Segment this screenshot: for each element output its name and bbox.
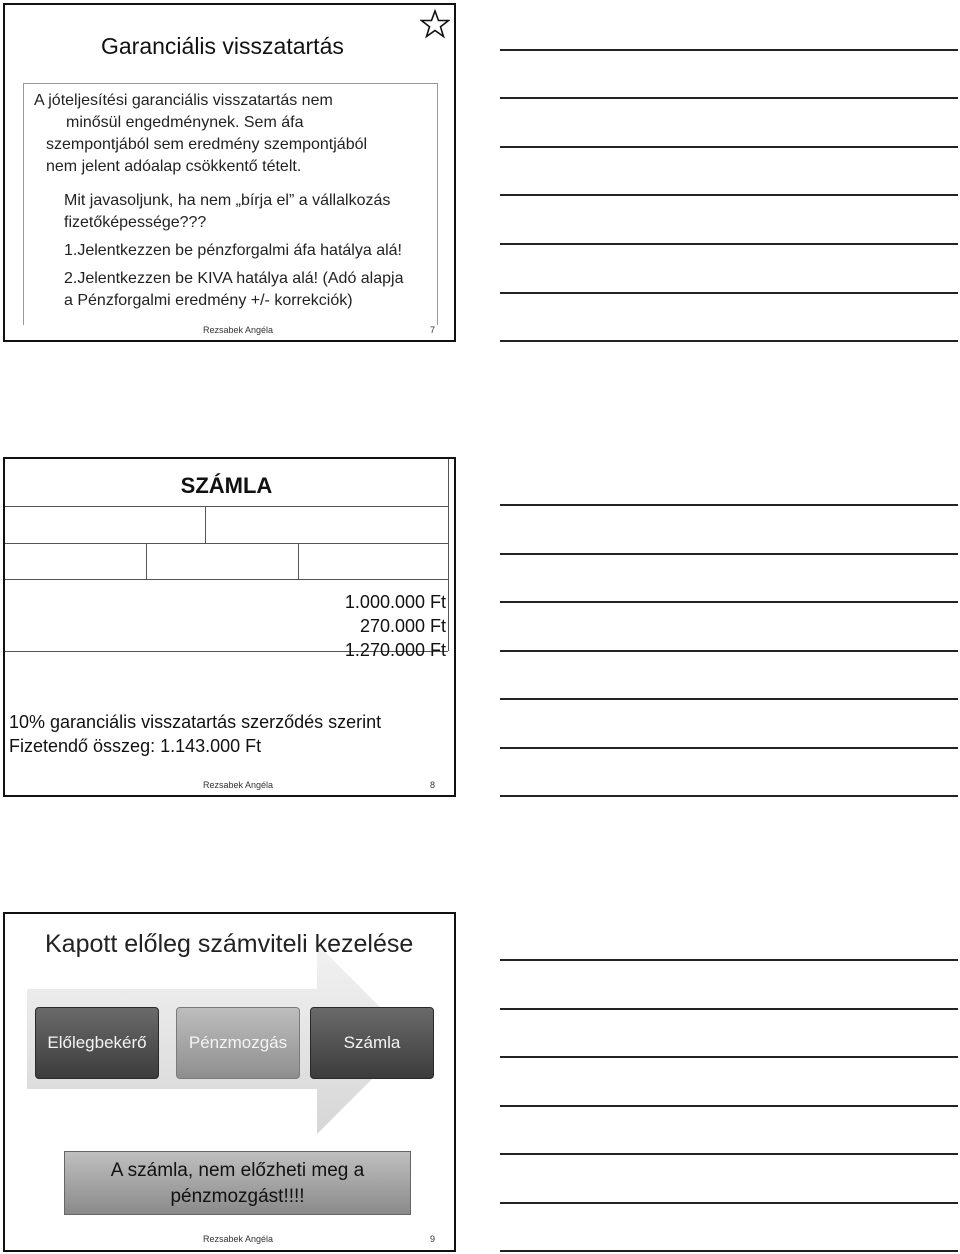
note-line-rule <box>500 194 958 196</box>
footer-author: Rezsabek Angéla <box>203 780 274 790</box>
gross-amount: 1.270.000 Ft <box>344 640 446 660</box>
note-line-rule <box>500 1008 958 1010</box>
slide-title: Garanciális visszatartás <box>101 33 344 59</box>
stage-invoice: Számla <box>310 1007 434 1079</box>
body-text-line: A jóteljesítési garanciális visszatartás nem <box>34 92 333 109</box>
grid-line <box>205 506 206 544</box>
star-icon <box>420 9 450 39</box>
warning-note <box>64 1151 411 1215</box>
vat-amount: 270.000 Ft <box>359 616 446 636</box>
note-line-rule <box>500 97 958 99</box>
footer-author: Rezsabek Angéla <box>203 1234 274 1244</box>
note-line-rule <box>500 292 958 294</box>
note-line-rule <box>500 959 958 961</box>
note-line-rule <box>500 698 958 700</box>
payable-text: Fizetendő összeg: 1.143.000 Ft <box>9 736 262 756</box>
slide-8 <box>3 457 456 797</box>
note-line: A számla, nem előzheti meg a <box>110 1160 365 1181</box>
note-line-rule <box>500 650 958 652</box>
note-line-rule <box>500 747 958 749</box>
note-line: pénzmozgást!!!! <box>170 1186 305 1207</box>
slide-number: 8 <box>430 780 436 790</box>
body-text-line: fizetőképessége??? <box>64 214 207 231</box>
grid-line <box>5 579 448 580</box>
grid-line <box>448 459 449 651</box>
numbered-item: a Pénzforgalmi eredmény +/- korrekciók) <box>64 292 353 309</box>
body-text-line: szempontjából sem eredmény szempontjából <box>46 136 368 153</box>
invoice-title: SZÁMLA <box>180 473 273 498</box>
body-text-line: minősül engedménynek. Sem áfa <box>66 114 304 131</box>
slide-number: 9 <box>430 1234 436 1244</box>
note-line-rule <box>500 49 958 51</box>
grid-line <box>146 543 147 579</box>
body-text-line: Mit javasoljunk, ha nem „bírja el” a vállalkozás <box>64 192 391 209</box>
grid-line <box>5 543 448 544</box>
note-line-rule <box>500 1105 958 1107</box>
slide-title: Kapott előleg számviteli kezelése <box>45 930 414 958</box>
footer-author: Rezsabek Angéla <box>203 325 274 335</box>
grid-line <box>298 543 299 579</box>
body-text-line: nem jelent adóalap csökkentő tételt. <box>46 158 302 175</box>
note-line-rule <box>500 553 958 555</box>
note-line-rule <box>500 795 958 797</box>
net-amount: 1.000.000 Ft <box>344 592 446 612</box>
note-line-rule <box>500 1250 958 1252</box>
note-line-rule <box>500 1202 958 1204</box>
note-line-rule <box>500 1056 958 1058</box>
stage-payment: Pénzmozgás <box>176 1007 300 1079</box>
numbered-item: 1.Jelentkezzen be pénzforgalmi áfa hatálya alá! <box>64 242 402 259</box>
note-line-rule <box>500 146 958 148</box>
retention-text: 10% garanciális visszatartás szerződés szerint <box>9 712 382 732</box>
note-line-rule <box>500 504 958 506</box>
note-line-rule <box>500 601 958 603</box>
slide-7 <box>3 3 456 342</box>
slide-number: 7 <box>430 325 436 335</box>
numbered-item: 2.Jelentkezzen be KIVA hatálya alá! (Adó alapja <box>64 270 404 287</box>
note-line-rule <box>500 340 958 342</box>
slide-9 <box>3 912 456 1252</box>
note-line-rule <box>500 243 958 245</box>
stage-advance-request: Előlegbekérő <box>35 1007 159 1079</box>
content-box <box>23 83 438 325</box>
grid-line <box>5 506 448 507</box>
note-line-rule <box>500 1153 958 1155</box>
